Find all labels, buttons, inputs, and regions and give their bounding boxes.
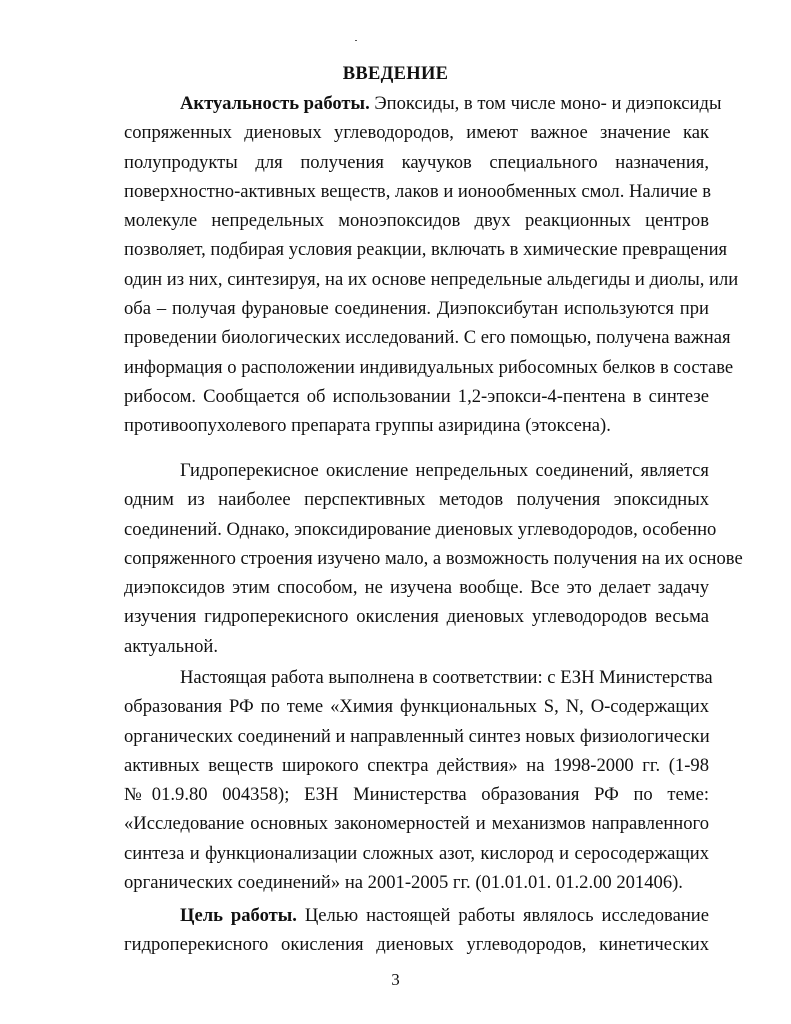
paragraph-line: поверхностно-активных веществ, лаков и ионообменных смол. Наличие в bbox=[124, 180, 712, 202]
paragraph-goal bbox=[124, 901, 709, 960]
paragraph-lead: Актуальность работы. bbox=[180, 93, 370, 114]
paragraph-line: диэпоксидов этим способом, не изучена вообще. Все это делает задачу bbox=[124, 577, 709, 599]
paragraph-line: Настоящая работа выполнена в соответствии: с ЕЗН Министерства bbox=[180, 667, 713, 688]
paragraph-line: сопряженного строения изучено мало, а возможность получения на их основе bbox=[124, 547, 743, 569]
paragraph-line: информация о расположении индивидуальных рибосомных белков в составе bbox=[124, 356, 734, 378]
paragraph-relevance bbox=[124, 89, 739, 441]
paragraph-line: противоопухолевого препарата группы азиридина (этоксена). bbox=[124, 415, 611, 437]
paragraph-funding bbox=[124, 663, 713, 897]
paragraph-line: рибосом. Сообщается об использовании 1,2-эпокси-4-пентена в синтезе bbox=[124, 385, 709, 407]
scan-speck bbox=[355, 40, 357, 41]
paragraph-line: образования РФ по теме «Химия функциональных S, N, O-содержащих bbox=[124, 696, 709, 718]
paragraph-line: позволяет, подбирая условия реакции, включать в химические превращения bbox=[124, 239, 728, 261]
paragraph-lead: Цель работы. bbox=[180, 905, 297, 926]
paragraph-line: полупродукты для получения каучуков специального назначения, bbox=[124, 151, 709, 173]
paragraph-line: гидроперекисного окисления диеновых углеводородов, кинетических bbox=[124, 934, 709, 956]
paragraph-hydroperoxide bbox=[124, 456, 743, 661]
paragraph-line: синтеза и функционализации сложных азот, кислород и серосодержащих bbox=[124, 842, 709, 864]
paragraph-line: Актуальность работы. Эпоксиды, в том числе моно- и диэпоксиды bbox=[180, 93, 722, 114]
paragraph-line: соединений. Однако, эпоксидирование диеновых углеводородов, особенно bbox=[124, 518, 717, 540]
paragraph-line: одним из наиболее перспективных методов получения эпоксидных bbox=[124, 489, 709, 511]
paragraph-line: органических соединений» на 2001-2005 гг. (01.01.01. 01.2.00 201406). bbox=[124, 872, 683, 894]
paragraph-line: №01.9.80 004358); ЕЗН Министерства образования РФ по теме: bbox=[124, 784, 709, 806]
section-heading: ВВЕДЕНИЕ bbox=[342, 64, 449, 84]
paragraph-line: актуальной. bbox=[124, 635, 218, 657]
paragraph-line: оба – получая фурановые соединения. Диэпоксибутан используются при bbox=[124, 298, 709, 320]
paragraph-line: сопряженных диеновых углеводородов, имеют важное значение как bbox=[124, 122, 709, 144]
paragraph-line: молекуле непредельных моноэпоксидов двух реакционных центров bbox=[124, 210, 709, 232]
page-number: 3 bbox=[391, 970, 400, 989]
paragraph-line: Цель работы. Целью настоящей работы являлось исследование bbox=[180, 905, 709, 926]
paragraph-line: органических соединений и направленный синтез новых физиологически bbox=[124, 725, 710, 747]
paragraph-line: проведении биологических исследований. С его помощью, получена важная bbox=[124, 327, 731, 349]
paragraph-line: «Исследование основных закономерностей и механизмов направленного bbox=[124, 813, 709, 835]
paragraph-line: один из них, синтезируя, на их основе непредельные альдегиды и диолы, или bbox=[124, 268, 739, 290]
paragraph-line: изучения гидроперекисного окисления диеновых углеводородов весьма bbox=[124, 606, 709, 628]
paragraph-line: Гидроперекисное окисление непредельных соединений, является bbox=[180, 460, 709, 481]
paragraph-line: активных веществ широкого спектра действия» на 1998-2000 гг. (1-98 bbox=[124, 754, 709, 776]
